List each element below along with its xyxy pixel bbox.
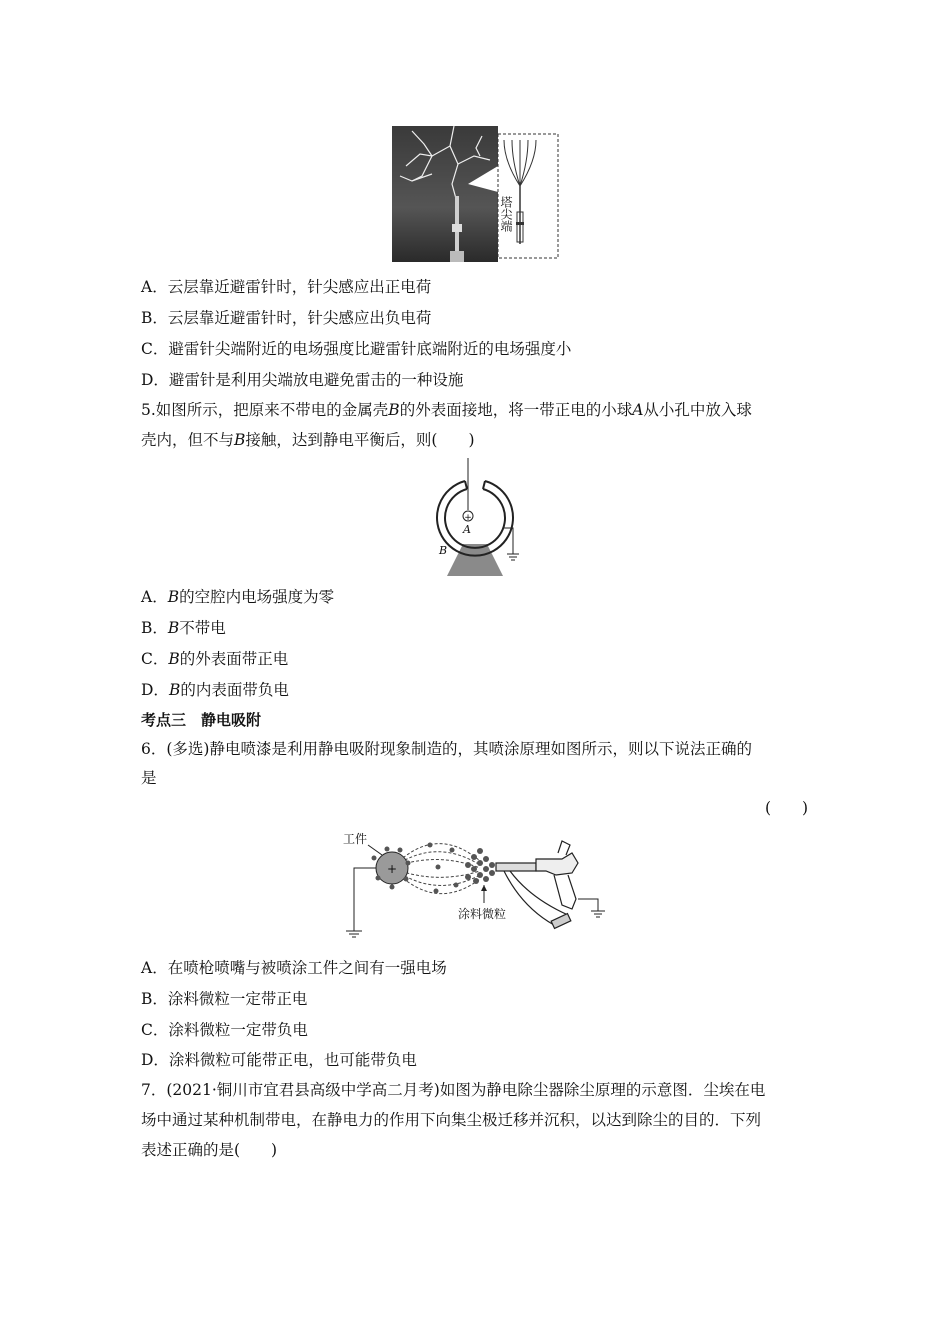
q6-stem-line1: 6．(多选)静电喷漆是利用静电吸附现象制造的，其喷涂原理如图所示，则以下说法正确的 [141, 740, 752, 758]
section-title: 考点三 静电吸附 [141, 711, 262, 729]
lightning-figure [392, 126, 560, 262]
workpiece-label: 工件 [343, 832, 368, 846]
q5-option-c: C．B的外表面带正电 [141, 650, 289, 668]
metal-shell-figure [425, 458, 525, 576]
q4-option-a: A．云层靠近避雷针时，针尖感应出正电荷 [141, 278, 432, 296]
tower-tip-label: 塔尖端 [499, 196, 513, 232]
q5-option-a: A．B的空腔内电场强度为零 [141, 588, 335, 606]
q4-option-c: C．避雷针尖端附近的电场强度比避雷针底端附近的电场强度小 [141, 340, 572, 358]
spray-gun [496, 841, 578, 928]
q4-option-b: B．云层靠近避雷针时，针尖感应出负电荷 [141, 309, 432, 327]
q5-stem-line2: 壳内，但不与B接触，达到静电平衡后，则( ) [141, 431, 475, 449]
spray-paint-figure [340, 823, 612, 945]
workpiece-ground-wire [354, 868, 376, 931]
workpiece-plus: + [386, 862, 398, 876]
label-b: B [439, 544, 448, 557]
svg-text:+: + [464, 513, 472, 523]
gun-ground-wire [578, 899, 598, 911]
q5-option-b: B．B不带电 [141, 619, 226, 637]
q7-stem-line1: 7．(2021·铜川市宜君县高级中学高二月考)如图为静电除尘器除尘原理的示意图．尘埃在电 [141, 1081, 766, 1099]
q6-option-c: C．涂料微粒一定带负电 [141, 1021, 308, 1039]
q6-option-d: D．涂料微粒可能带正电，也可能带负电 [141, 1051, 417, 1069]
q6-stem-line2: 是 [141, 769, 157, 787]
q4-option-d: D．避雷针是利用尖端放电避免雷击的一种设施 [141, 371, 464, 389]
q5-stem-line1: 5.如图所示，把原来不带电的金属壳B的外表面接地，将一带正电的小球A从小孔中放入球 [141, 401, 752, 419]
q6-answer-bracket: ( ) [765, 799, 809, 817]
label-a: A [463, 523, 471, 536]
particles-label: 涂料微粒 [458, 907, 507, 921]
q7-stem-line2: 场中通过某种机制带电，在静电力的作用下向集尘极迁移并沉积，以达到除尘的目的．下列 [141, 1111, 762, 1129]
q6-option-b: B．涂料微粒一定带正电 [141, 990, 308, 1008]
lightning-photo [392, 126, 498, 262]
q5-option-d: D．B的内表面带负电 [141, 681, 289, 699]
q7-stem-line3: 表述正确的是( ) [141, 1141, 278, 1159]
q6-option-a: A．在喷枪喷嘴与被喷涂工件之间有一强电场 [141, 959, 447, 977]
